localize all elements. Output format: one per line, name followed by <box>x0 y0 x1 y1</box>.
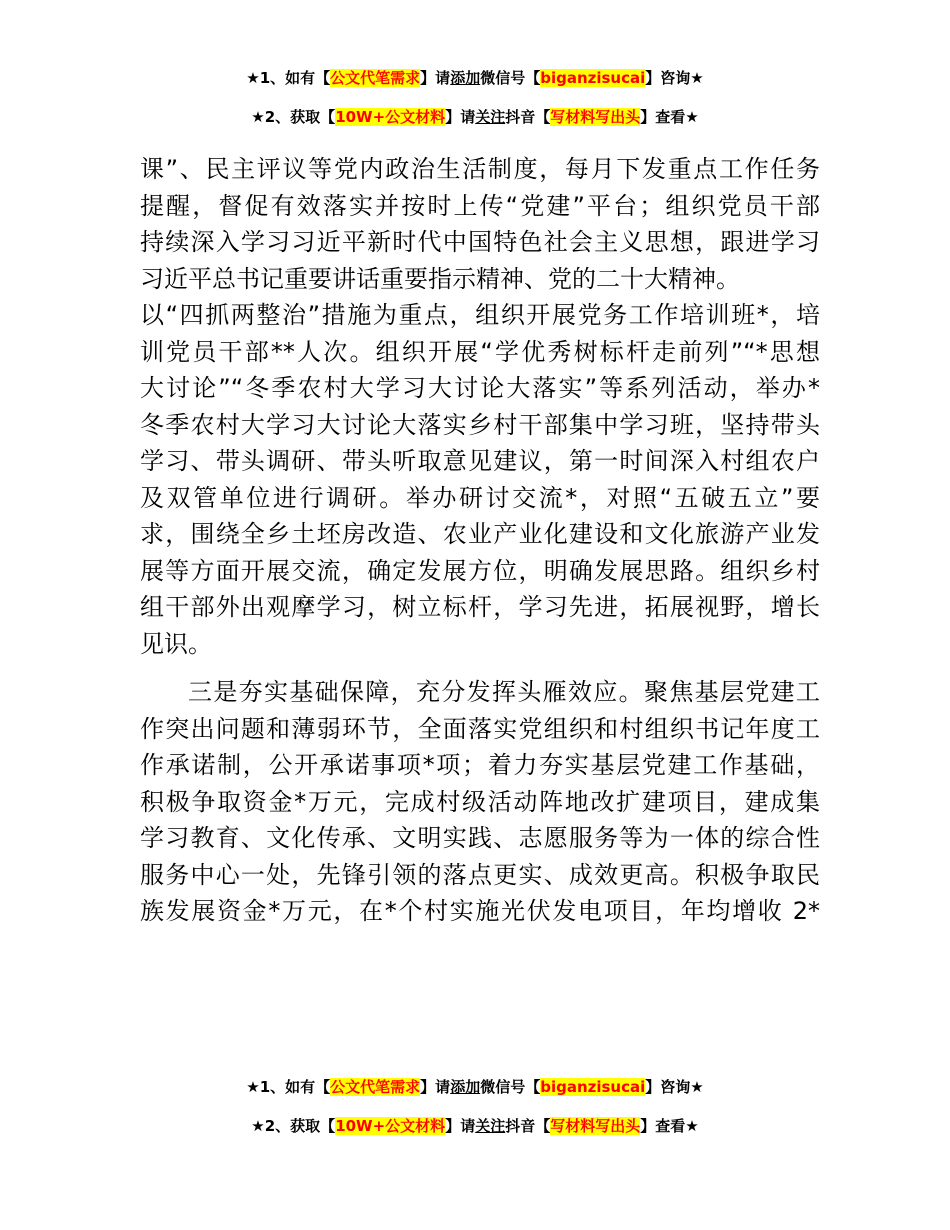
banner-highlight-wechat: biganzisucai <box>540 1078 646 1096</box>
banner-highlight-service: 公文代笔需求 <box>330 69 421 87</box>
footer-banner-materials <box>0 1116 950 1136</box>
text-line: 课”、民主评议等党内政治生活制度，每月下发重点工作任务 <box>140 155 820 183</box>
banner-suffix: 】查看★ <box>640 1117 699 1135</box>
text-line: 学习、带头调研、带头听取意见建议，第一时间深入村组农户 <box>140 447 820 475</box>
text-line: 组干部外出观摩学习，树立标杆，学习先进，拓展视野，增长 <box>140 593 820 621</box>
banner-underlined-text: 关注 <box>475 1117 506 1135</box>
text-line: 展等方面开展交流，确定发展方位，明确发展思路。组织乡村 <box>140 556 820 585</box>
banner-suffix: 】咨询★ <box>645 1078 704 1096</box>
text-line: 持续深入学习习近平新时代中国特色社会主义思想，跟进学习 <box>140 228 820 256</box>
banner-suffix: 】查看★ <box>640 108 699 126</box>
banner-prefix: ★2、获取【 <box>251 1117 336 1135</box>
banner-underlined-text: 添加 <box>450 69 481 87</box>
banner-underlined-text: 关注 <box>475 108 506 126</box>
banner-text: 】请 <box>445 1117 476 1135</box>
text-line: 服务中心一处，先锋引领的落点更实、成效更高。积极争取民 <box>140 860 820 889</box>
banner-text: 抖音【 <box>505 1117 551 1135</box>
banner-highlight-wechat: biganzisucai <box>540 69 646 87</box>
banner-underlined-text: 添加 <box>450 1078 481 1096</box>
text-line: 作承诺制，公开承诺事项*项；着力夯实基层党建工作基础， <box>140 751 820 779</box>
text-line: 及双管单位进行调研。举办研讨交流*，对照“五破五立”要 <box>140 483 820 512</box>
text-line: 见识。 <box>140 629 212 658</box>
banner-highlight-materials: 10W+公文材料 <box>335 108 446 126</box>
text-line: 积极争取资金*万元，完成村级活动阵地改扩建项目，建成集 <box>140 787 820 816</box>
text-line: 三是夯实基础保障，充分发挥头雁效应。聚焦基层党建工 <box>188 678 820 706</box>
footer-banner-consult <box>0 1077 950 1097</box>
banner-prefix: ★1、如有【 <box>246 69 331 87</box>
banner-text: 微信号【 <box>480 1078 541 1096</box>
paragraph-2 <box>140 674 820 930</box>
banner-highlight-douyin: 写材料写出头 <box>550 1117 641 1135</box>
text-line: 习近平总书记重要讲话重要指示精神、党的二十大精神。 <box>140 264 740 293</box>
banner-text: 】请 <box>420 1078 451 1096</box>
text-line: 训党员干部**人次。组织开展“学优秀树标杆走前列”“*思想 <box>140 337 820 366</box>
text-line: 以“四抓两整治”措施为重点，组织开展党务工作培训班*，培 <box>140 301 820 329</box>
text-line: 提醒，督促有效落实并按时上传“党建”平台；组织党员干部 <box>140 191 820 220</box>
text-line: 求，围绕全乡土坯房改造、农业产业化建设和文化旅游产业发 <box>140 520 820 548</box>
text-line: 作突出问题和薄弱环节，全面落实党组织和村组织书记年度工 <box>140 714 820 743</box>
banner-text: 抖音【 <box>505 108 551 126</box>
header-banner-consult <box>0 68 950 88</box>
banner-prefix: ★2、获取【 <box>251 108 336 126</box>
banner-prefix: ★1、如有【 <box>246 1078 331 1096</box>
banner-suffix: 】咨询★ <box>645 69 704 87</box>
document-body <box>140 151 820 930</box>
text-line: 大讨论”“冬季农村大学习大讨论大落实”等系列活动，举办* <box>140 374 820 402</box>
banner-text: 微信号【 <box>480 69 541 87</box>
paragraph-1 <box>140 151 820 662</box>
text-line: 族发展资金*万元，在*个村实施光伏发电项目，年均增收 2* <box>140 897 820 925</box>
banner-highlight-materials: 10W+公文材料 <box>335 1117 446 1135</box>
text-line: 学习教育、文化传承、文明实践、志愿服务等为一体的综合性 <box>140 824 820 852</box>
banner-text: 】请 <box>445 108 476 126</box>
banner-text: 】请 <box>420 69 451 87</box>
header-banner-materials <box>0 107 950 127</box>
text-line: 冬季农村大学习大讨论大落实乡村干部集中学习班，坚持带头 <box>140 410 820 439</box>
banner-highlight-douyin: 写材料写出头 <box>550 108 641 126</box>
banner-highlight-service: 公文代笔需求 <box>330 1078 421 1096</box>
